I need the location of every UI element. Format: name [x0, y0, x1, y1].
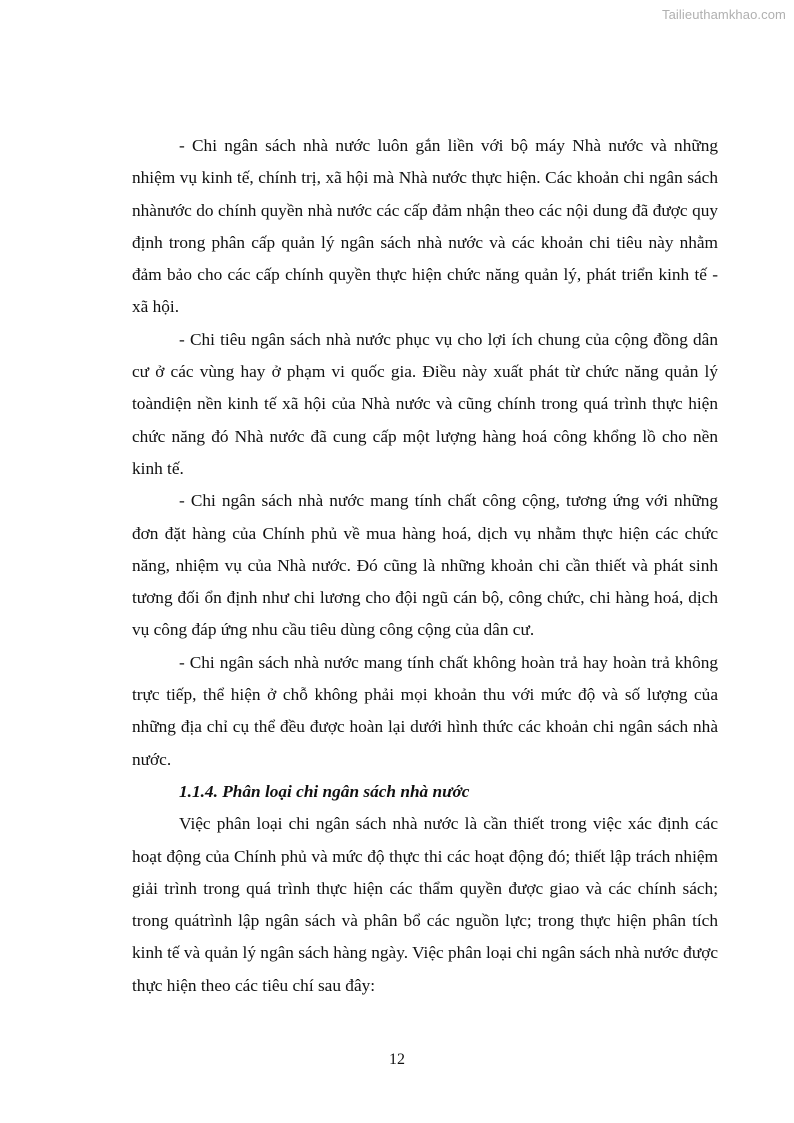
- document-body: [132, 130, 718, 1002]
- watermark-text: Tailieuthamkhao.com: [661, 7, 786, 22]
- page-number: 12: [389, 1051, 405, 1068]
- paragraph-4: - Chi ngân sách nhà nước mang tính chất không hoàn trả hay hoàn trả không trực tiếp, thể hiện ở chỗ không phải mọi khoản thu với mức độ và số lượng của những địa chỉ cụ thể đều được hoàn lại dưới hình thức các khoản chi ngân sách nhà nước.: [132, 652, 718, 769]
- paragraph-2: - Chi tiêu ngân sách nhà nước phục vụ cho lợi ích chung của cộng đồng dân cư ở các vùng hay ở phạm vi quốc gia. Điều này xuất phát từ chức năng quản lý toàndiện nền kinh tế xã hội của Nhà nước và cũng chính trong quá trình thực hiện chức năng đó Nhà nước đã cung cấp một lượng hàng hoá công khổng lồ cho nền kinh tế.: [132, 329, 718, 478]
- section-heading: 1.1.4. Phân loại chi ngân sách nhà nước: [179, 781, 470, 801]
- section-paragraph: Việc phân loại chi ngân sách nhà nước là cần thiết trong việc xác định các hoạt động của Chính phủ và mức độ thực thi các hoạt động đó; thiết lập trách nhiệm giải trình trong quá trình thực hiện các thẩm quyền được giao và các chính sách; trong quátrình lập ngân sách và phân bổ các nguồn lực; trong thực hiện phân tích kinh tế và quản lý ngân sách hàng ngày. Việc phân loại chi ngân sách nhà nước được thực hiện theo các tiêu chí sau đây:: [132, 814, 718, 995]
- paragraph-1: - Chi ngân sách nhà nước luôn gắn liền với bộ máy Nhà nước và những nhiệm vụ kinh tế, chính trị, xã hội mà Nhà nước thực hiện. Các khoản chi ngân sách nhànước do chính quyền nhà nước các cấp đảm nhận theo các nội dung đã được quy định trong phân cấp quản lý ngân sách nhà nước và các khoản chi tiêu này nhằm đảm bảo cho các cấp chính quyền thực hiện chức năng quản lý, phát triển kinh tế - xã hội.: [132, 136, 718, 317]
- paragraph-3: - Chi ngân sách nhà nước mang tính chất công cộng, tương ứng với những đơn đặt hàng của Chính phủ về mua hàng hoá, dịch vụ nhằm thực hiện các chức năng, nhiệm vụ của Nhà nước. Đó cũng là những khoản chi cần thiết và phát sinh tương đối ổn định như chi lương cho đội ngũ cán bộ, công chức, chi hàng hoá, dịch vụ công đáp ứng nhu cầu tiêu dùng công cộng của dân cư.: [132, 491, 718, 640]
